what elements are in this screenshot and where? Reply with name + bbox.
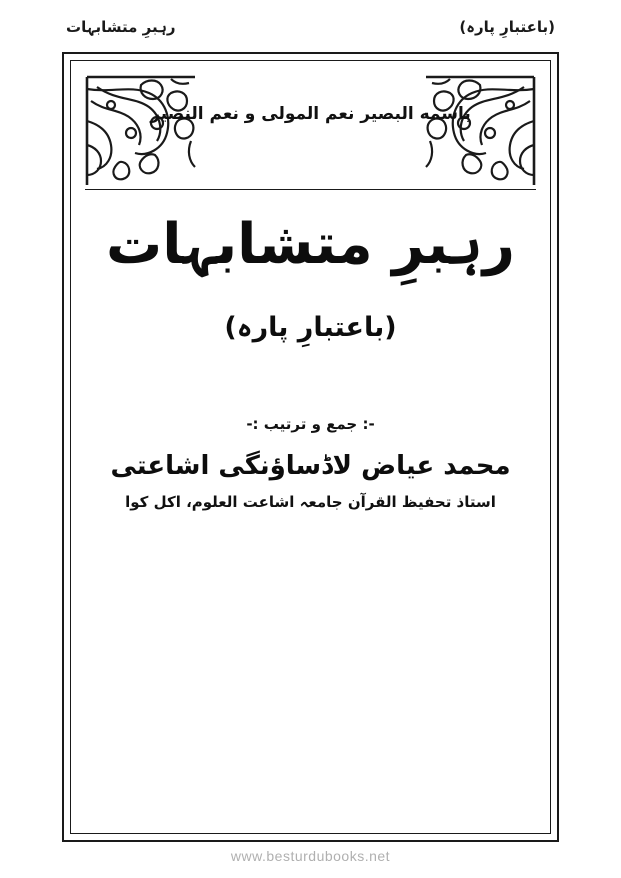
compiled-by-label: -: جمع و ترتیب :-: [246, 414, 375, 433]
book-title: رہبرِ متشابہات: [106, 211, 515, 277]
running-header-left-text: (باعتبارِ پارہ): [459, 18, 555, 36]
page-border-outer: [62, 52, 559, 842]
book-subtitle: (باعتبارِ پارہ): [224, 311, 397, 343]
author-name: محمد عیاض لاڈساؤنگی اشاعتی: [110, 450, 511, 481]
page-border-inner: [70, 60, 551, 834]
cover-content: [71, 61, 550, 833]
running-header-right-text: رہبرِ متشابہات: [66, 18, 176, 36]
bismillah-line: باسمه البصير نعم المولى و نعم النصير: [150, 104, 471, 124]
running-header: [0, 14, 621, 40]
footer-watermark: www.besturdubooks.net: [230, 848, 391, 864]
author-affiliation: استاذ تحفیظ القرآن جامعہ اشاعت العلوم، اکل کوا: [125, 492, 496, 511]
